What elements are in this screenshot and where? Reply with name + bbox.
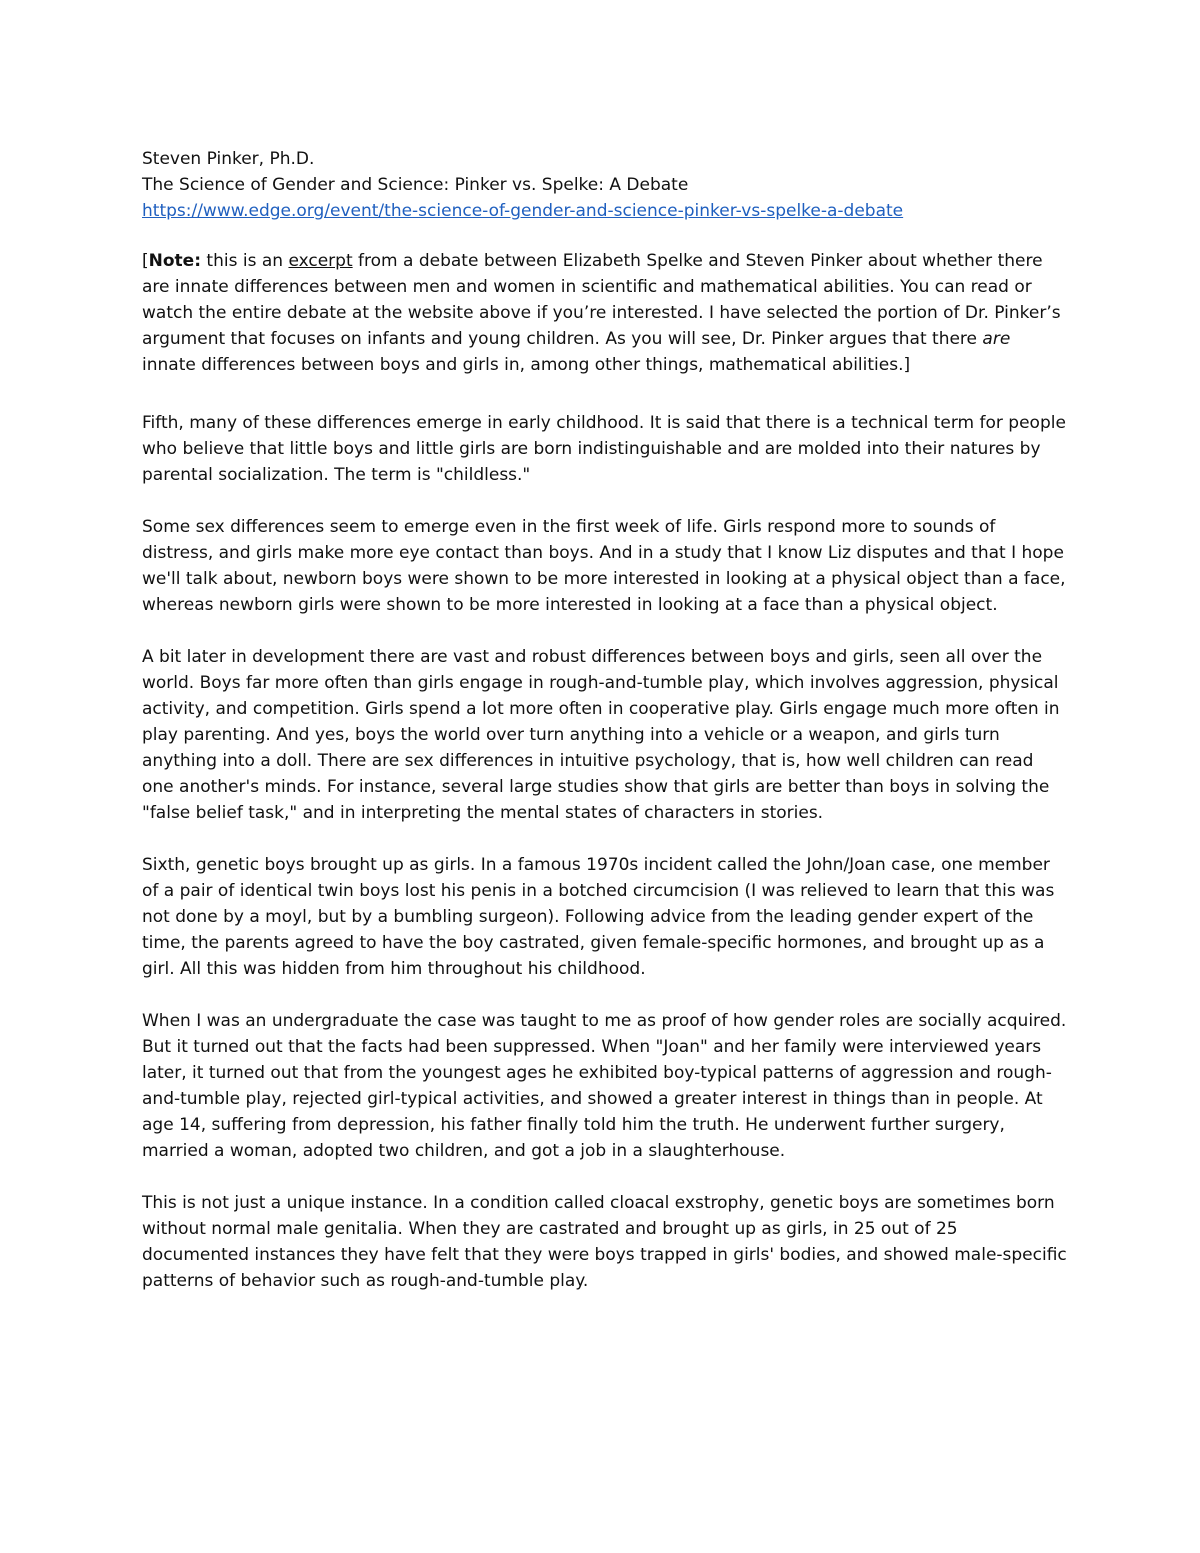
paragraph-first-week: Some sex differences seem to emerge even in the first week of life. Girls respond more to sounds of distress, and girls make more eye contact than boys. And in a study that I know Liz disputes and that I hope we'll talk about, newborn boys were shown to be more interested in looking at a physical object than a face, whereas newborn girls were shown to be more interested in looking at a face than a physical object.: [142, 517, 1066, 615]
paragraph-fifth: Fifth, many of these differences emerge in early childhood. It is said that there is a technical term for people who believe that little boys and little girls are born indistinguishable and are molded into their natures by parental socialization. The term is "childless.": [142, 413, 1066, 485]
source-url-line: [142, 198, 1067, 224]
author-line: Steven Pinker, Ph.D.: [142, 149, 315, 169]
document-page: [142, 146, 1067, 1294]
note-text-part2: from a debate between Elizabeth Spelke and Steven Pinker about whether there are innate differences between men and women in scientific and mathematical abilities. You can read or watch the entire debate at the website above if you’re interested. I have selected the portion of Dr. Pinker’s argument that focuses on infants and young children. As you will see, Dr. Pinker argues that there: [142, 251, 1061, 349]
paragraph-later-development: A bit later in development there are vast and robust differences between boys and girls, seen all over the world. Boys far more often than girls engage in rough-and-tumble play, which involves aggression, physical activity, and competition. Girls spend a lot more often in cooperative play. Girls engage much more often in play parenting. And yes, boys the world over turn anything into a vehicle or a weapon, and girls turn anything into a doll. There are sex differences in intuitive psychology, that is, how well children can read one another's minds. For instance, several large studies show that girls are better than boys in solving the "false belief task," and in interpreting the mental states of characters in stories.: [142, 647, 1060, 823]
paragraph-undergraduate: When I was an undergraduate the case was taught to me as proof of how gender roles are socially acquired. But it turned out that the facts had been suppressed. When "Joan" and her family were interviewed years later, it turned out that from the youngest ages he exhibited boy-typical patterns of aggression and rough-and-tumble play, rejected girl-typical activities, and showed a greater interest in things than in people. At age 14, suffering from depression, his father finally told him the truth. He underwent further surgery, married a woman, adopted two children, and got a job in a slaughterhouse.: [142, 1011, 1067, 1161]
note-colon: :: [194, 251, 202, 271]
note-are-word: are: [982, 329, 1011, 349]
source-url-link[interactable]: https://www.edge.org/event/the-science-of-gender-and-science-pinker-vs-spelke-a-debate: [142, 201, 904, 221]
note-open-bracket: [: [142, 251, 149, 271]
paragraph-unique-instance: This is not just a unique instance. In a condition called cloacal exstrophy, genetic boys are sometimes born without normal male genitalia. When they are castrated and brought up as girls, in 25 out of 25 documented instances they have felt that they were boys trapped in girls' bodies, and showed male-specific patterns of behavior such as rough-and-tumble play.: [142, 1193, 1067, 1291]
document-title: The Science of Gender and Science: Pinker vs. Spelke: A Debate: [142, 175, 689, 195]
paragraph-sixth: Sixth, genetic boys brought up as girls. In a famous 1970s incident called the John/Joan case, one member of a pair of identical twin boys lost his penis in a botched circumcision (I was relieved to learn that this was not done by a moyl, but by a bumbling surgeon). Following advice from the leading gender expert of the time, the parents agreed to have the boy castrated, given female-specific hormones, and brought up as a girl. All this was hidden from him throughout his childhood.: [142, 855, 1055, 979]
editor-note: [142, 248, 1067, 378]
note-excerpt-word: excerpt: [288, 251, 353, 271]
note-label: Note: [148, 251, 195, 271]
note-text-part1: this is an: [201, 251, 289, 271]
note-text-part3: innate differences between boys and girls in, among other things, mathematical abilities.]: [142, 355, 911, 375]
